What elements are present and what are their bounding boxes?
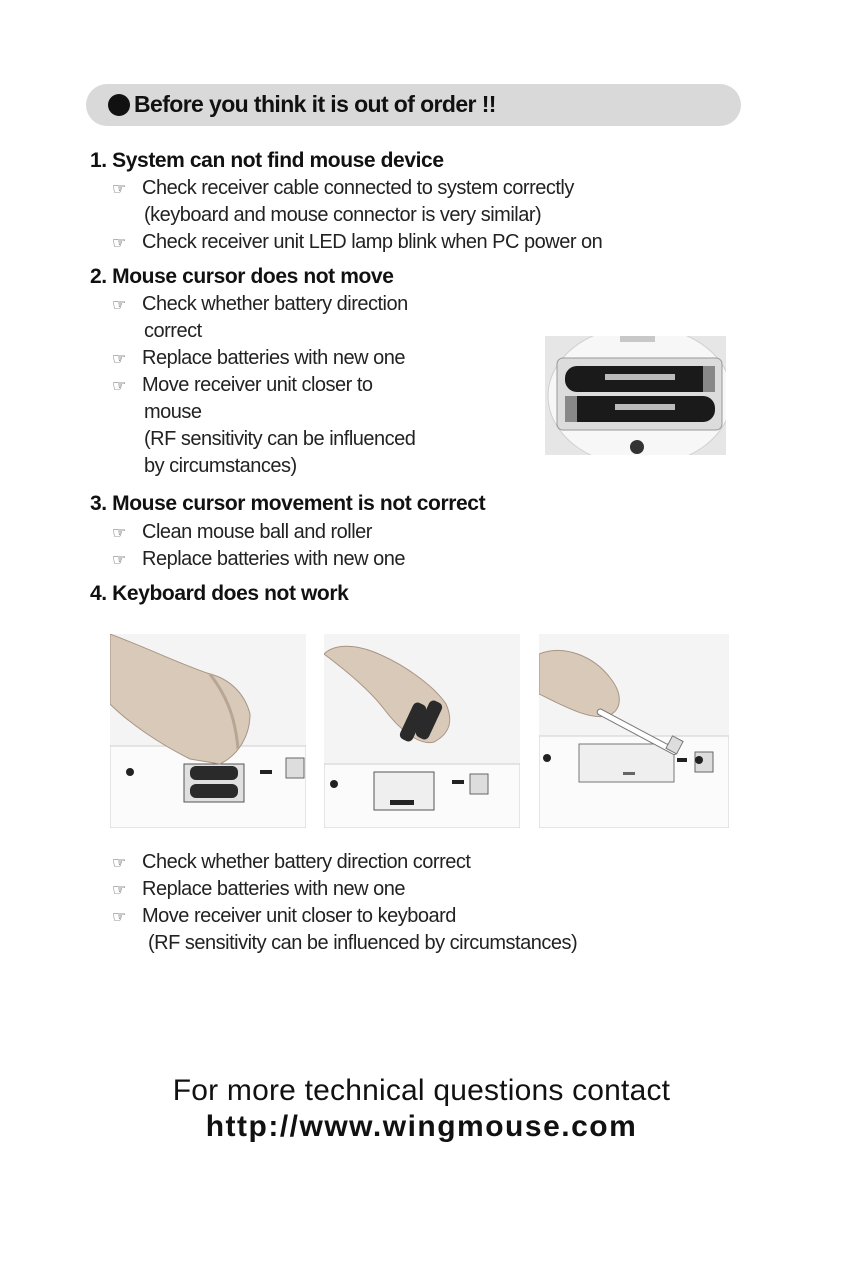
pointing-hand-icon: ☞ bbox=[112, 295, 126, 314]
section-banner bbox=[86, 84, 741, 126]
pointing-hand-icon: ☞ bbox=[112, 233, 126, 252]
website-link[interactable]: http://www.wingmouse.com bbox=[205, 1110, 638, 1143]
section-2-line-6: (RF sensitivity can be influenced bbox=[144, 428, 416, 450]
section-3-line-1: ☞ Clean mouse ball and roller bbox=[112, 521, 372, 543]
hand-holding-batteries-photo bbox=[324, 634, 520, 828]
pointing-hand-icon: ☞ bbox=[112, 349, 126, 368]
bullet-dot-icon bbox=[108, 94, 130, 116]
section-2-line-1: ☞ Check whether battery direction bbox=[112, 293, 408, 315]
section-2-line-7: by circumstances) bbox=[144, 455, 297, 477]
section-2-heading: 2. Mouse cursor does not move bbox=[90, 265, 394, 288]
pointing-hand-icon: ☞ bbox=[112, 853, 126, 872]
section-3-heading: 3. Mouse cursor movement is not correct bbox=[90, 492, 486, 515]
section-4-line-1: ☞ Check whether battery direction correct bbox=[112, 851, 471, 873]
section-2-line-2: correct bbox=[144, 320, 202, 342]
section-2-line-5: mouse bbox=[144, 401, 202, 423]
section-2-line-4: ☞ Move receiver unit closer to bbox=[112, 374, 373, 396]
section-1-heading: 1. System can not find mouse device bbox=[90, 149, 444, 172]
cleaning-brush-photo bbox=[539, 634, 729, 828]
pointing-hand-icon: ☞ bbox=[112, 550, 126, 569]
contact-text: For more technical questions contact bbox=[172, 1074, 671, 1107]
section-4-line-4: (RF sensitivity can be influenced by circumstances) bbox=[148, 932, 578, 954]
section-1-line-1: ☞ Check receiver cable connected to system correctly bbox=[112, 177, 574, 199]
banner-title: Before you think it is out of order !! bbox=[134, 91, 496, 117]
section-1-line-2: (keyboard and mouse connector is very similar) bbox=[144, 204, 542, 226]
section-1-line-3: ☞ Check receiver unit LED lamp blink when PC power on bbox=[112, 231, 603, 253]
section-4-line-2: ☞ Replace batteries with new one bbox=[112, 878, 405, 900]
pointing-hand-icon: ☞ bbox=[112, 179, 126, 198]
section-3-line-2: ☞ Replace batteries with new one bbox=[112, 548, 405, 570]
mouse-battery-photo bbox=[545, 336, 726, 455]
pointing-hand-icon: ☞ bbox=[112, 523, 126, 542]
pointing-hand-icon: ☞ bbox=[112, 907, 126, 926]
section-2-line-3: ☞ Replace batteries with new one bbox=[112, 347, 405, 369]
pointing-hand-icon: ☞ bbox=[112, 376, 126, 395]
section-4-heading: 4. Keyboard does not work bbox=[90, 582, 349, 605]
keyboard-battery-insert-photo bbox=[110, 634, 306, 828]
section-4-line-3: ☞ Move receiver unit closer to keyboard bbox=[112, 905, 456, 927]
pointing-hand-icon: ☞ bbox=[112, 880, 126, 899]
